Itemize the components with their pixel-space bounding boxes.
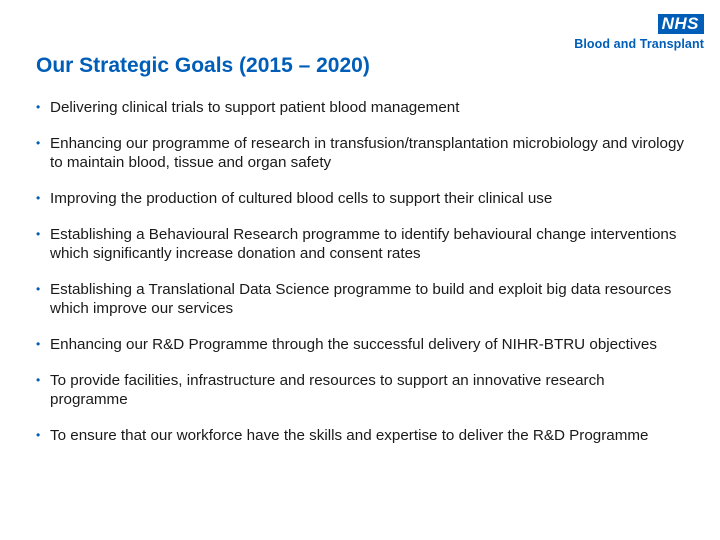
page-title: Our Strategic Goals (2015 – 2020) (36, 54, 370, 77)
list-item-text: Establishing a Translational Data Science programme to build and exploit big data resources which improve our services (50, 281, 672, 317)
list-item (36, 225, 686, 263)
nhs-logo (574, 14, 704, 51)
nhs-logo-mark: NHS (658, 14, 704, 34)
bullet-icon: • (36, 337, 41, 351)
list-item (36, 335, 686, 354)
list-item (36, 426, 686, 445)
list-item-text: Improving the production of cultured blood cells to support their clinical use (50, 190, 553, 207)
list-item-text: To ensure that our workforce have the skills and expertise to deliver the R&D Programme (50, 427, 649, 444)
list-item (36, 280, 686, 318)
bullet-icon: • (36, 136, 41, 150)
list-item-text: Enhancing our R&D Programme through the successful delivery of NIHR-BTRU objectives (50, 336, 657, 353)
list-item-text: Enhancing our programme of research in transfusion/transplantation microbiology and virology to maintain blood, tissue and organ safety (50, 135, 684, 171)
bullet-icon: • (36, 373, 41, 387)
list-item (36, 371, 686, 409)
bullet-icon: • (36, 100, 41, 114)
nhs-logo-subtitle: Blood and Transplant (574, 37, 704, 51)
list-item-text: Establishing a Behavioural Research programme to identify behavioural change interventions which significantly increase donation and consent rates (50, 226, 677, 262)
strategic-goals-list (36, 98, 686, 462)
list-item (36, 134, 686, 172)
bullet-icon: • (36, 428, 41, 442)
bullet-icon: • (36, 191, 41, 205)
bullet-icon: • (36, 227, 41, 241)
bullet-icon: • (36, 282, 41, 296)
list-item (36, 189, 686, 208)
list-item (36, 98, 686, 117)
list-item-text: Delivering clinical trials to support patient blood management (50, 99, 460, 116)
list-item-text: To provide facilities, infrastructure and resources to support an innovative research programme (50, 372, 605, 408)
